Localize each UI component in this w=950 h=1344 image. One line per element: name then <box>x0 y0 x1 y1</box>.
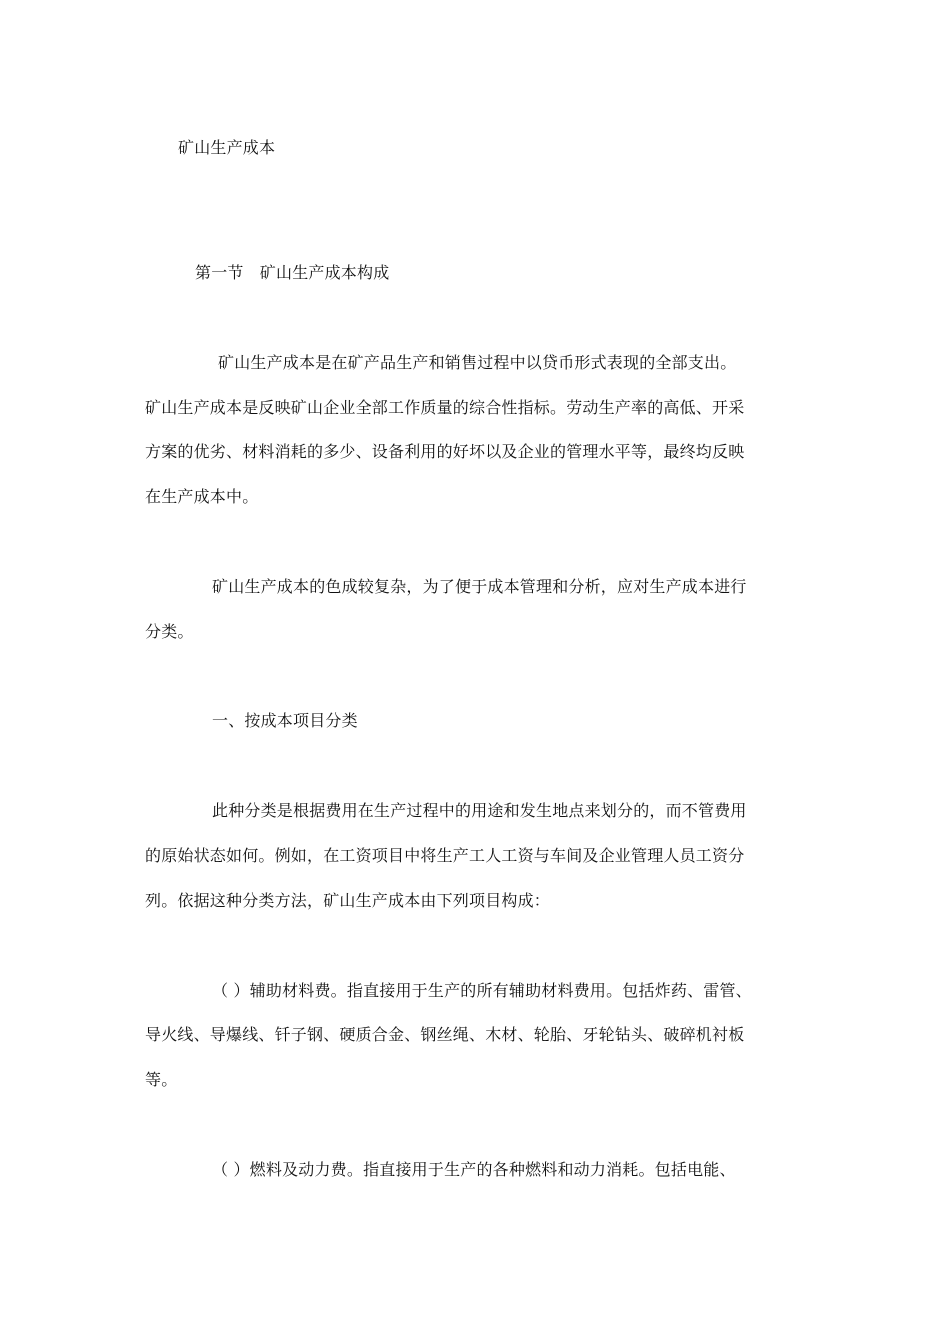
paragraph-1-line-1: 矿山生产成本是在矿产品生产和销售过程中以贷币形式表现的全部支出。 <box>218 353 737 372</box>
item-1-line-1: （ ）辅助材料费。指直接用于生产的所有辅助材料费用。包括炸药、雷管、 <box>212 981 752 1000</box>
paragraph-2-line-1: 矿山生产成本的色成较复杂，为了便于成本管理和分析，应对生产成本进行 <box>212 577 747 596</box>
paragraph-3-line-1: 此种分类是根据费用在生产过程中的用途和发生地点来划分的，而不管费用 <box>212 801 747 820</box>
subheading-1: 一、按成本项目分类 <box>212 711 358 730</box>
paragraph-1-line-4: 在生产成本中。 <box>145 487 259 506</box>
paragraph-1-line-2: 矿山生产成本是反映矿山企业全部工作质量的综合性指标。劳动生产率的高低、开采 <box>145 398 745 417</box>
paragraph-3-line-3: 列。依据这种分类方法，矿山生产成本由下列项目构成： <box>145 891 551 910</box>
item-1-line-2: 导火线、导爆线、钎子钢、硬质合金、钢丝绳、木材、轮胎、牙轮钻头、破碎机衬板 <box>145 1025 745 1044</box>
document-title: 矿山生产成本 <box>178 138 276 157</box>
paragraph-3-line-2: 的原始状态如何。例如，在工资项目中将生产工人工资与车间及企业管理人员工资分 <box>145 846 745 865</box>
item-1-line-3: 等。 <box>145 1070 178 1089</box>
section-heading: 第一节 矿山生产成本构成 <box>195 263 390 282</box>
paragraph-2-line-2: 分类。 <box>145 622 194 641</box>
paragraph-1-line-3: 方案的优劣、材料消耗的多少、设备利用的好坏以及企业的管理水平等，最终均反映 <box>145 442 745 461</box>
item-2-line-1: （ ）燃料及动力费。指直接用于生产的各种燃料和动力消耗。包括电能、 <box>212 1160 736 1179</box>
